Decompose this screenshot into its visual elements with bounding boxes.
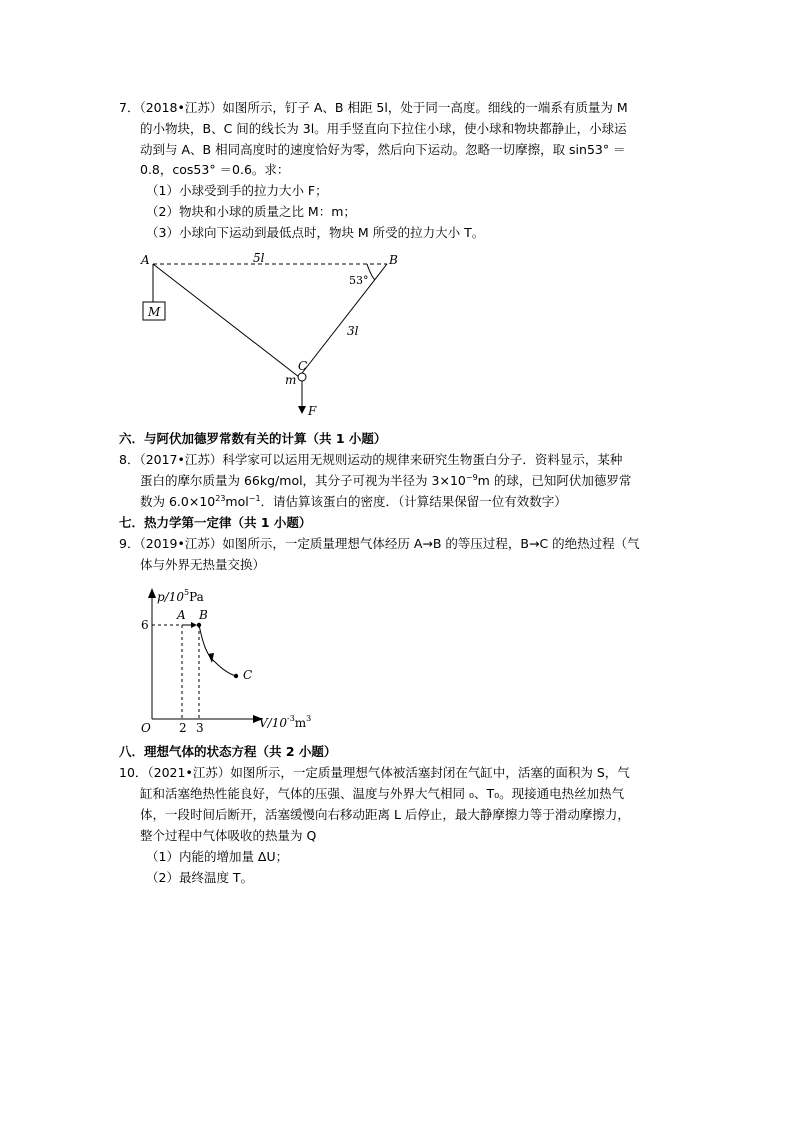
q10-sub-1: （1）内能的增加量 ΔU； [146, 849, 289, 864]
origin-label: O [141, 721, 151, 735]
label-m: m [285, 373, 297, 387]
label-3l: 3l [347, 324, 359, 338]
q8-line-1: 8．（2017•江苏）科学家可以运用无规则运动的规律来研究生物蛋白分子．资料显示，某种 [119, 452, 623, 467]
q10-line-1: 10．（2021•江苏）如图所示，一定质量理想气体被活塞封闭在气缸中，活塞的面积为 S，气 [119, 765, 630, 780]
y-axis-arrowhead [148, 588, 156, 598]
adiabatic-bc [199, 625, 236, 676]
label-A: A [141, 253, 150, 267]
section-7-heading: 七．热力学第一定律（共 1 小题） [119, 515, 312, 530]
label-B: B [199, 608, 208, 622]
q9-pv-graph [135, 582, 315, 737]
q8-line-3-unit: mol [225, 494, 249, 509]
point-C [234, 674, 238, 678]
q8-line-3-unit-exponent: −1 [248, 494, 261, 503]
y-axis-label: $p/10^5Pa$ [157, 588, 204, 604]
x-axis-label: $V/10^{-3}m^3$ [259, 714, 312, 730]
adiabatic-bc-arrowhead [208, 653, 214, 663]
q10-line-3: 体，一段时间后断开，活塞缓慢向右移动距离 L 后停止，最大静摩擦力等于滑动摩擦力， [140, 807, 630, 822]
label-M: M [148, 305, 161, 319]
q7-sub-1: （1）小球受到手的拉力大小 F； [146, 183, 328, 198]
label-A: A [177, 608, 186, 622]
section-8-heading: 八．理想气体的状态方程（共 2 小题） [119, 744, 337, 759]
q7-stem-line-2: 的小物块，B、C 间的线长为 3l。用手竖直向下拉住小球，使小球和物块都静止，小球运 [140, 121, 627, 136]
q8-line-2 [140, 473, 631, 489]
q10-line-4: 整个过程中气体吸收的热量为 Q [140, 828, 317, 843]
label-C: C [298, 359, 308, 373]
q9-line-2: 体与外界无热量交换） [140, 557, 266, 572]
q7-stem-line-1: 7．（2018•江苏）如图所示，钉子 A、B 相距 5l，处于同一高度。细线的一端系有质量为 M [119, 100, 628, 115]
q8-line-3-tail: ．请估算该蛋白的密度．（计算结果保留一位有效数字） [260, 494, 567, 509]
isobaric-ab-arrowhead [191, 622, 197, 628]
label-5l: 5l [253, 251, 265, 265]
q10-line-2: 缸和活塞绝热性能良好，气体的压强、温度与外界大气相同 ₀、T₀。现接通电热丝加热气 [140, 786, 625, 801]
label-B: B [389, 253, 398, 267]
q8-line-3 [140, 494, 567, 510]
string-ac [153, 264, 299, 377]
q8-line-3-text: 数为 6.0×10 [140, 494, 216, 509]
q7-sub-3: （3）小球向下运动到最低点时，物块 M 所受的拉力大小 T。 [146, 225, 485, 240]
label-C: C [243, 668, 253, 682]
q9-line-1: 9．（2019•江苏）如图所示，一定质量理想气体经历 A→B 的等压过程，B→C 的绝热过程（气 [119, 536, 640, 551]
q8-line-2-exponent: −9 [465, 473, 478, 482]
ball-m [298, 373, 306, 381]
q7-stem-line-4: 0.8，cos53° ＝0.6。求： [140, 162, 290, 177]
string-bc [299, 264, 387, 377]
label-F: F [308, 404, 317, 418]
q8-line-2-text: 蛋白的摩尔质量为 66kg/mol，其分子可视为半径为 3×10 [140, 473, 466, 488]
q7-stem-line-3: 动到与 A、B 相同高度时的速度恰好为零，然后向下运动。忽略一切摩擦，取 sin53° ＝ [140, 142, 626, 157]
q8-line-2-tail: m 的球，已知阿伏加德罗常 [477, 473, 632, 488]
section-6-heading: 六．与阿伏加德罗常数有关的计算（共 1 小题） [119, 431, 387, 446]
q10-sub-2: （2）最终温度 T。 [146, 870, 254, 885]
q7-figure [135, 250, 415, 425]
tick-y-6: 6 [141, 618, 149, 632]
force-F-arrowhead [298, 406, 306, 414]
tick-x-3: 3 [196, 721, 204, 735]
q7-sub-2: （2）物块和小球的质量之比 M：m； [146, 204, 356, 219]
tick-x-2: 2 [179, 721, 187, 735]
q8-line-3-exponent: 23 [215, 494, 226, 503]
label-53deg: 53° [349, 274, 369, 287]
